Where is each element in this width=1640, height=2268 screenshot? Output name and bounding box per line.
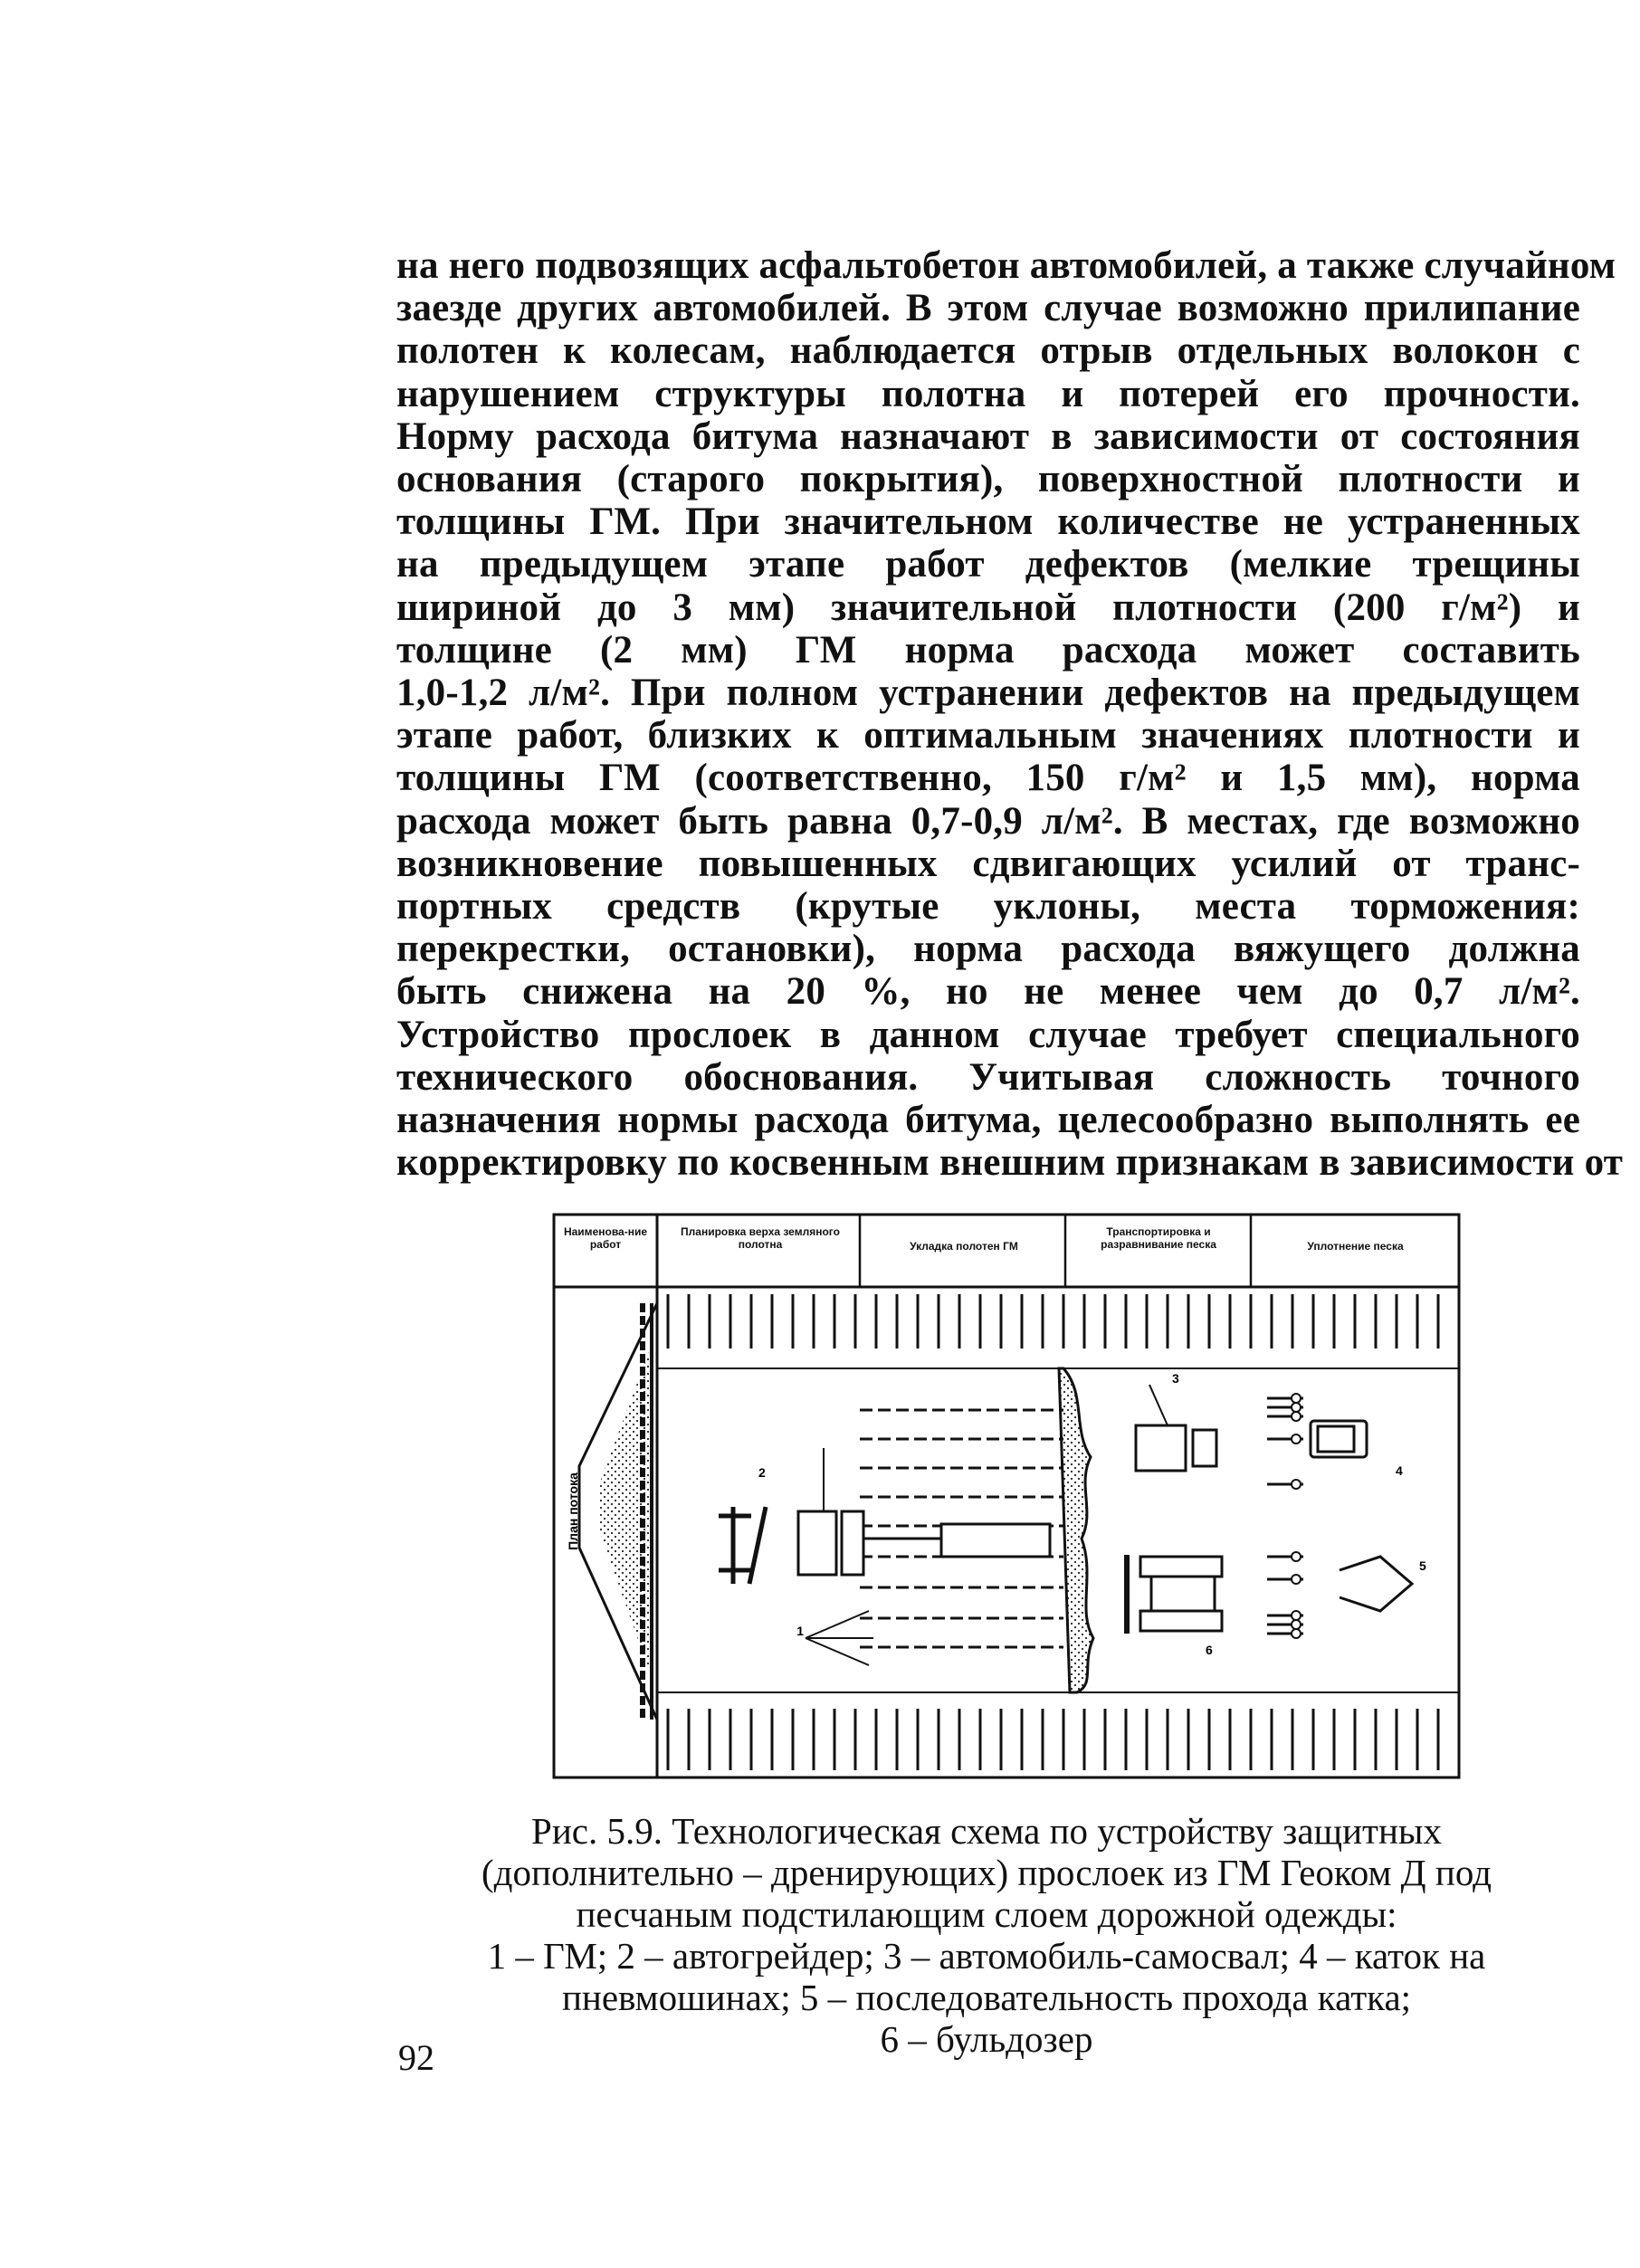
- text-line: на предыдущем этапе работ дефектов (мелкие трещины: [396, 543, 1580, 586]
- roller-pass-marker: [1292, 1552, 1301, 1561]
- text-line: на него подвозящих асфальтобетон автомобилей, а также случайном: [396, 244, 1616, 287]
- text-line: нарушением структуры полотна и потерей его прочности.: [396, 372, 1580, 415]
- caption-line: пневмошинах; 5 – последовательность прохода катка;: [561, 1977, 1412, 2018]
- roller-pass-marker: [1292, 1480, 1301, 1489]
- pneumatic-roller-icon: [1311, 1421, 1367, 1457]
- text-line: основания (старого покрытия), поверхностной плотности и: [396, 458, 1580, 501]
- roller-pass-marker: [1292, 1629, 1301, 1638]
- header-cell-compaction: Уплотнение песка: [1307, 1240, 1404, 1253]
- callout-2: 2: [758, 1465, 766, 1480]
- text-line: корректировку по косвенным внешним признакам в зависимости от: [396, 1141, 1624, 1185]
- text-line: портных средств (крутые уклоны, места торможения:: [396, 885, 1580, 929]
- caption-line: Рис. 5.9. Технологическая схема по устройству защитных: [531, 1810, 1442, 1852]
- side-label: План потока: [566, 1472, 580, 1550]
- text-line: перекрестки, остановки), норма расхода вяжущего должна: [396, 928, 1580, 971]
- callout-5: 5: [1419, 1558, 1426, 1573]
- page-number: 92: [398, 2037, 434, 2078]
- callout-6: 6: [1206, 1643, 1213, 1657]
- gm-roll: [941, 1524, 1050, 1557]
- header-cell-laying: Укладка полотен ГМ: [910, 1240, 1018, 1253]
- text-line: полотен к колесам, наблюдается отрыв отдельных волокон с: [396, 329, 1580, 373]
- technological-scheme-figure: [552, 1213, 1462, 1781]
- text-line: заезде других автомобилей. В этом случае возможно прилипание: [396, 287, 1580, 330]
- text-line: расхода может быть равна 0,7-0,9 л/м². В местах, где возможно: [396, 799, 1580, 843]
- text-line: толщине (2 мм) ГМ норма расхода может составить: [396, 628, 1580, 672]
- figure-caption: [380, 1810, 1593, 2060]
- text-line: назначения нормы расхода битума, целесообразно выполнять ее: [396, 1099, 1580, 1142]
- header-cell-grading: Планировка верха земляного полотна: [681, 1225, 840, 1251]
- roller-pass-marker: [1292, 1620, 1301, 1629]
- text-line: этапе работ, близких к оптимальным значениях плотности и: [396, 714, 1580, 758]
- roller-pass-marker: [1292, 1394, 1301, 1403]
- text-line: толщины ГМ. При значительном количестве не устраненных: [396, 500, 1580, 544]
- text-line: возникновение повышенных сдвигающих усилий от транс-: [396, 842, 1580, 885]
- roller-pass-marker: [1292, 1611, 1301, 1620]
- roller-pass-marker: [1292, 1412, 1301, 1421]
- caption-line: песчаным подстилающим слоем дорожной одежды:: [576, 1893, 1397, 1935]
- caption-line: 6 – бульдозер: [880, 2018, 1093, 2060]
- roller-pass-marker: [1292, 1434, 1301, 1444]
- text-line: технического обоснования. Учитывая сложность точного: [396, 1055, 1580, 1099]
- roller-pass-marker: [1292, 1403, 1301, 1412]
- text-line: Норму расхода битума назначают в зависимости от состояния: [396, 415, 1580, 458]
- text-line: толщины ГМ (соответственно, 150 г/м² и 1,5 мм), норма: [396, 757, 1580, 800]
- roller-pass-marker: [1292, 1575, 1301, 1584]
- text-line: шириной до 3 мм) значительной плотности (200 г/м²) и: [396, 586, 1580, 629]
- caption-line: (дополнительно – дренирующих) прослоек из ГМ Геоком Д под: [481, 1852, 1492, 1893]
- text-line: быть снижена на 20 %, но не менее чем до 0,7 л/м².: [396, 970, 1580, 1014]
- caption-line: 1 – ГМ; 2 – автогрейдер; 3 – автомобиль-самосвал; 4 – каток на: [487, 1935, 1486, 1977]
- text-line: Устройство прослоек в данном случае требует специального: [396, 1013, 1580, 1056]
- header-cell-transport: Транспортировка и разравнивание песка: [1101, 1225, 1216, 1251]
- callout-1: 1: [796, 1624, 804, 1638]
- callout-4: 4: [1396, 1463, 1403, 1478]
- text-line: 1,0-1,2 л/м². При полном устранении дефектов на предыдущем: [396, 672, 1580, 715]
- header-cell-name: Наименова-ние работ: [563, 1225, 648, 1251]
- body-paragraph: [396, 244, 1624, 1185]
- callout-3: 3: [1172, 1371, 1179, 1386]
